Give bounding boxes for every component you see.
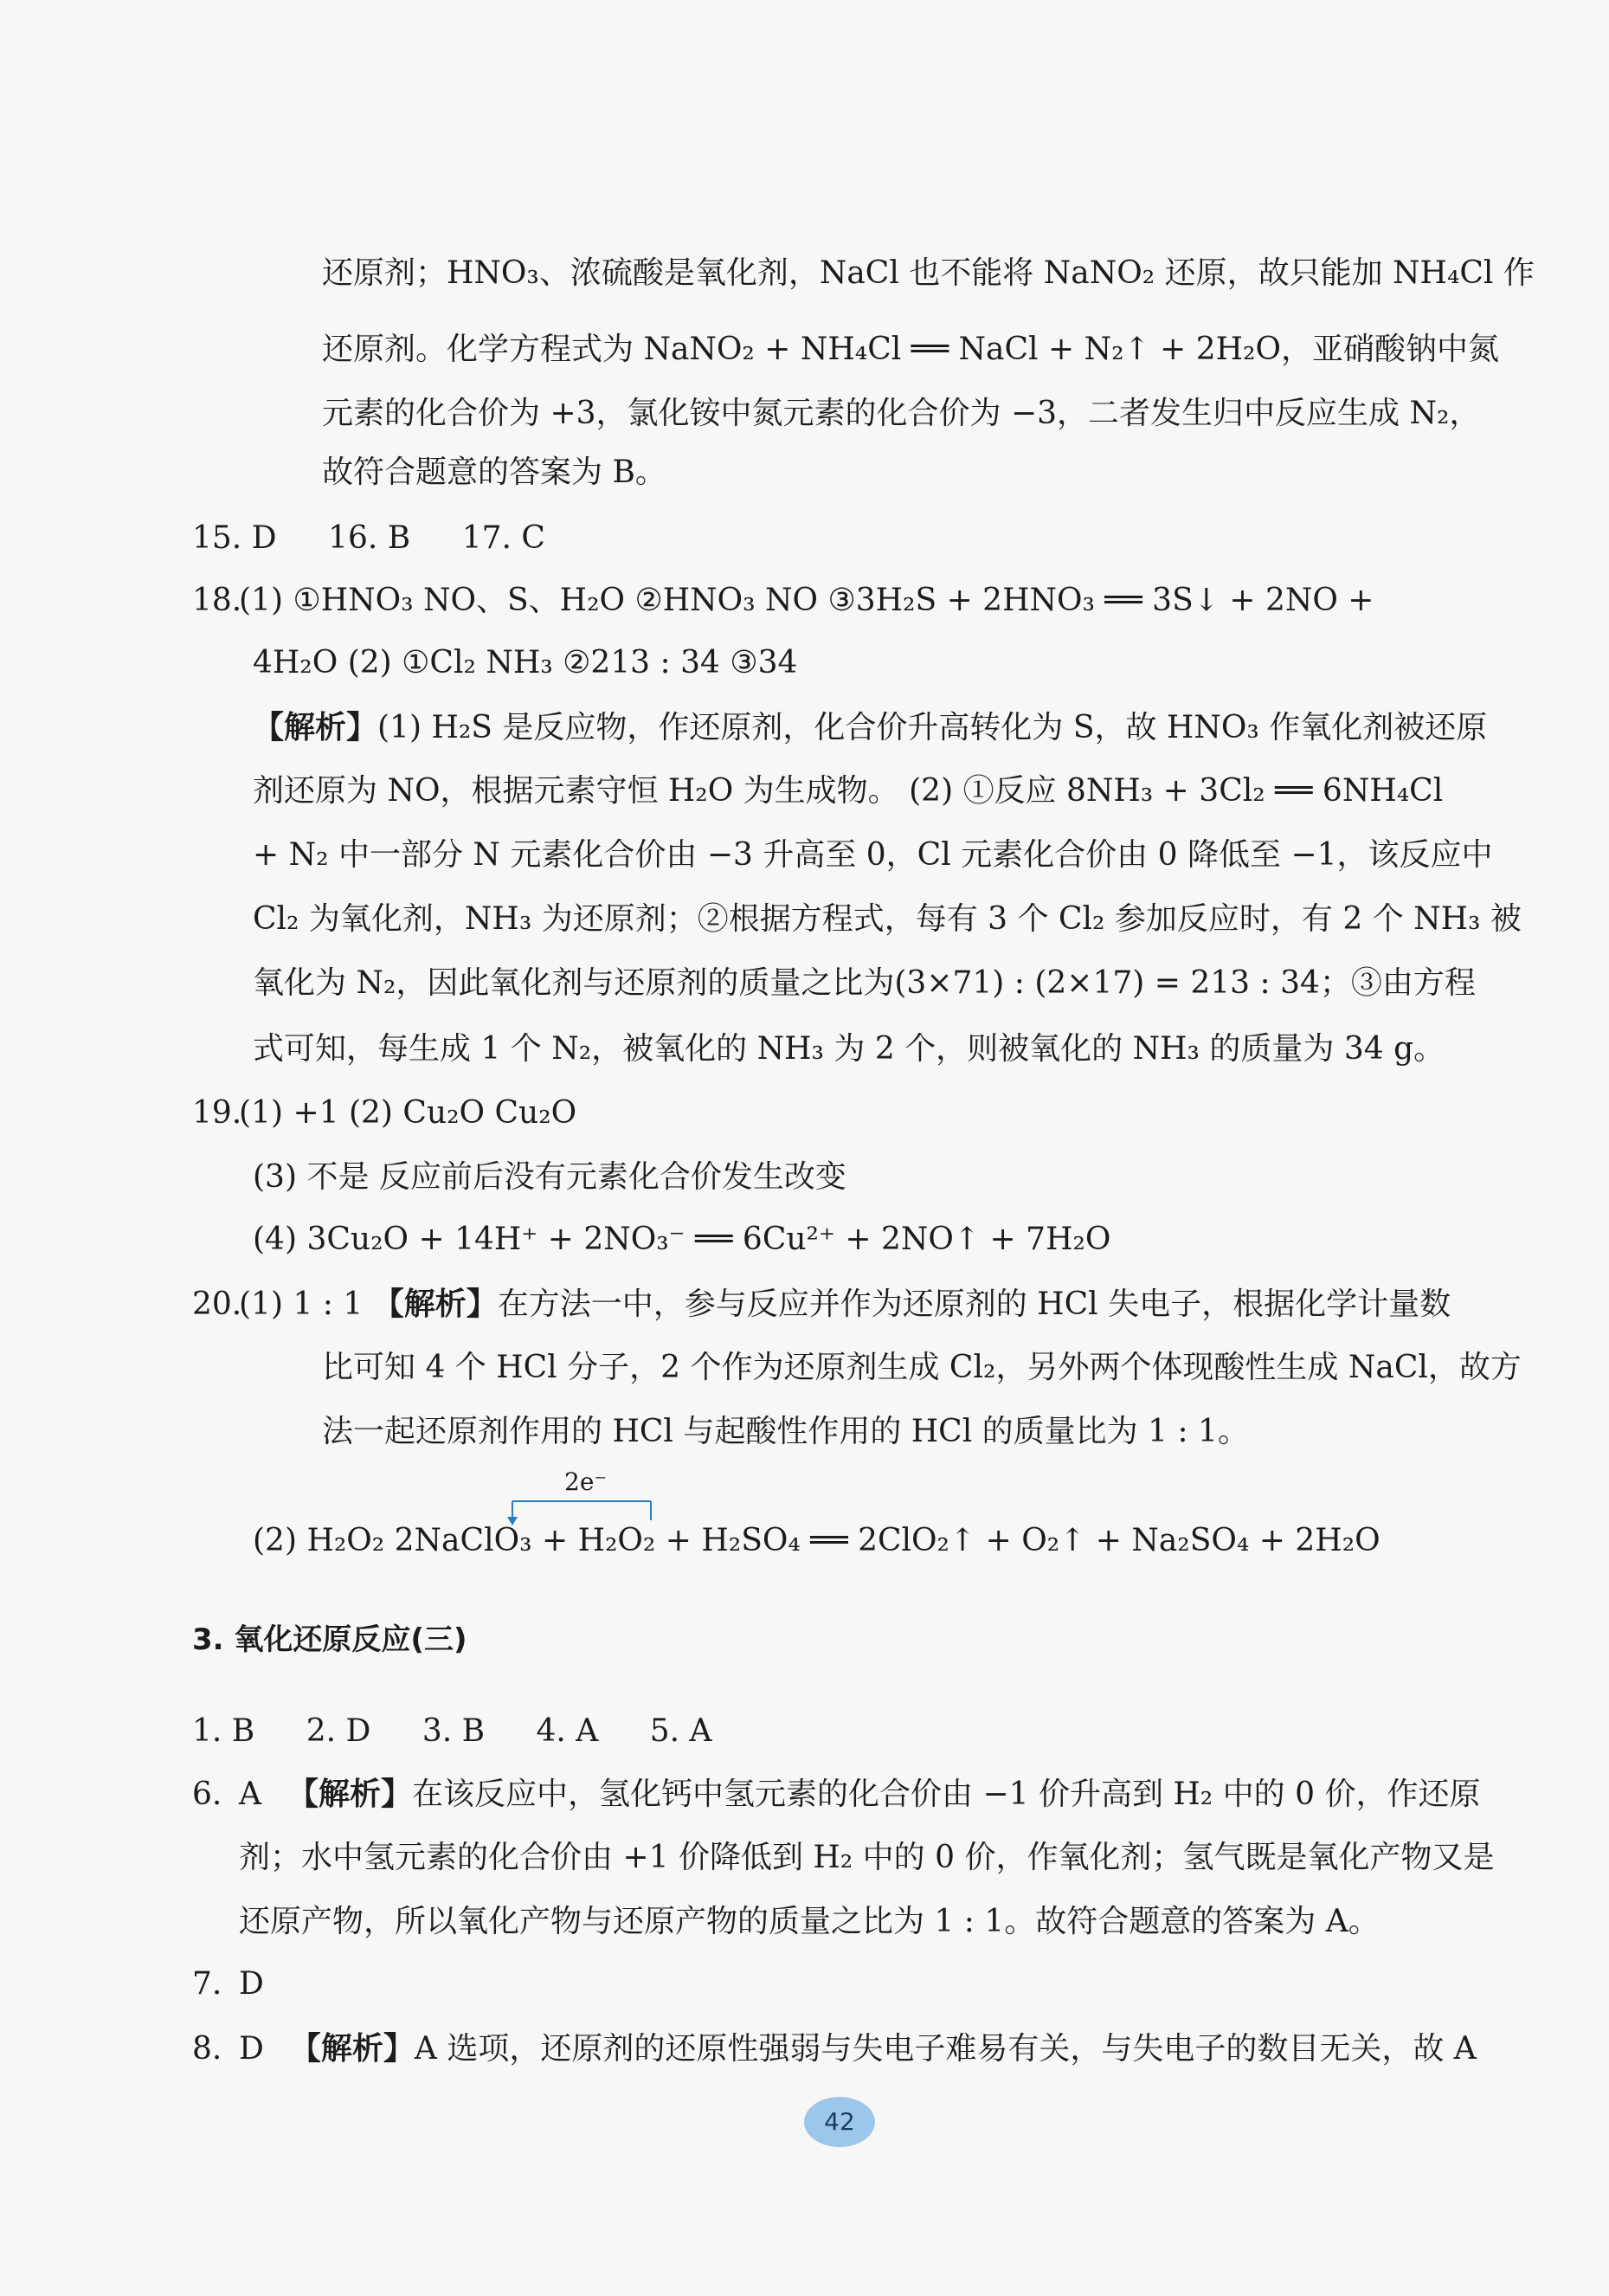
q20-analysis-text-1: 在方法一中，参与反应并作为还原剂的 HCl 失电子，根据化学计量数 (497, 1287, 1451, 1322)
section-3-title: 3. 氧化还原反应(三) (192, 1622, 467, 1657)
q18-analysis-line-2: 剂还原为 NO，根据元素守恒 H₂O 为生成物。 (2) ①反应 8NH₃ + 3Cl₂ ══ 6NH₄Cl (253, 773, 1444, 809)
s3-q8-text-1: A 选项，还原剂的还原性强弱与失电子难易有关，与失电子的数目无关，故 A (414, 2031, 1477, 2067)
s3-q8-number: 8. (192, 2031, 222, 2067)
q19-line-3: (4) 3Cu₂O + 14H⁺ + 2NO₃⁻ ══ 6Cu²⁺ + 2NO↑ + 7H₂O (253, 1222, 1111, 1257)
s3-q7-line (192, 1964, 264, 2005)
s3-q8-line-1 (192, 2028, 1477, 2070)
page-number: 42 (804, 2097, 875, 2147)
q18-analysis-text-1: (1) H₂S 是反应物，作还原剂，化合价升高转化为 S，故 HNO₃ 作氧化剂被还原 (377, 710, 1488, 745)
s3-q8-analysis-tag: 【解析】 (289, 2030, 415, 2067)
q17-answer: C (521, 520, 545, 556)
s3-q3: 3. B (422, 1713, 486, 1749)
q18-analysis-line-3: + N₂ 中一部分 N 元素化合价由 −3 升高至 0，Cl 元素化合价由 0 降低至 −1，该反应中 (253, 837, 1493, 873)
q20-line-1 (192, 1283, 1451, 1325)
q15-number: 15. (192, 520, 242, 556)
intro-line-3: 元素的化合价为 +3，氯化铵中氮元素的化合价为 −3，二者发生归中反应生成 N₂， (322, 396, 1481, 431)
q20-analysis-tag: 【解析】 (372, 1286, 498, 1322)
q20-answer-1: (1) 1 : 1 (239, 1287, 373, 1322)
q19-line-1 (192, 1093, 576, 1134)
electron-transfer-label: 2e⁻ (564, 1467, 608, 1496)
q20-line-2: 比可知 4 个 HCl 分子，2 个作为还原剂生成 Cl₂，另外两个体现酸性生成 NaCl，故方 (322, 1350, 1522, 1385)
s3-q5: 5. A (649, 1713, 712, 1749)
s3-q7-number: 7. (192, 1966, 222, 2002)
short-answers-15-17 (192, 518, 545, 559)
q15-answer: D (251, 520, 277, 556)
s3-q8-answer: D (239, 2031, 264, 2067)
q20-line-4: (2) H₂O₂ 2NaClO₃ + H₂O₂ + H₂SO₄ ══ 2ClO₂↑ + O₂↑ + Na₂SO₄ + 2H₂O (253, 1523, 1381, 1558)
q19-number: 19. (192, 1095, 242, 1131)
q20-line-3: 法一起还原剂作用的 HCl 与起酸性作用的 HCl 的质量比为 1 : 1。 (322, 1414, 1249, 1449)
q18-number: 18. (192, 583, 242, 618)
intro-line-2: 还原剂。化学方程式为 NaNO₂ + NH₄Cl ══ NaCl + N₂↑ + 2H₂O，亚硝酸钠中氮 (322, 332, 1499, 367)
q18-answer-text-1: (1) ①HNO₃ NO、S、H₂O ②HNO₃ NO ③3H₂S + 2HNO₃ ══ 3S↓ + 2NO + (239, 583, 1374, 618)
s3-q6-text-1: 在该反应中，氢化钙中氢元素的化合价由 −1 价升高到 H₂ 中的 0 价，作还原 (412, 1777, 1481, 1812)
q18-answer-line-1 (192, 580, 1374, 622)
s3-q6-line-1 (192, 1773, 1480, 1816)
q17-number: 17. (461, 520, 512, 556)
q18-analysis-line-1 (253, 706, 1487, 749)
s3-q2: 2. D (306, 1713, 371, 1749)
q16-answer: B (387, 520, 411, 556)
intro-line-1: 还原剂；HNO₃、浓硫酸是氧化剂，NaCl 也不能将 NaNO₂ 还原，故只能加 NH₄Cl 作 (322, 255, 1535, 291)
q16-number: 16. (328, 520, 378, 556)
intro-line-4: 故符合题意的答案为 B。 (322, 455, 666, 490)
s3-q6-analysis-tag: 【解析】 (287, 1776, 413, 1812)
s3-q7-answer: D (239, 1966, 264, 2002)
s3-q6-line-3: 还原产物，所以氧化产物与还原产物的质量之比为 1 : 1。故符合题意的答案为 A。 (239, 1904, 1380, 1939)
q18-analysis-line-5: 氧化为 N₂，因此氧化剂与还原剂的质量之比为(3×71) : (2×17) = 213 : 34；③由方程 (253, 965, 1476, 1001)
q20-number: 20. (192, 1287, 242, 1322)
q18-analysis-line-4: Cl₂ 为氧化剂，NH₃ 为还原剂；②根据方程式，每有 3 个 Cl₂ 参加反应时，有 2 个 NH₃ 被 (253, 901, 1522, 937)
s3-q6-answer: A (239, 1777, 261, 1812)
q18-answer-line-2: 4H₂O (2) ①Cl₂ NH₃ ②213 : 34 ③34 (253, 645, 798, 680)
s3-q6-number: 6. (192, 1777, 222, 1812)
q18-analysis-line-6: 式可知，每生成 1 个 N₂，被氧化的 NH₃ 为 2 个，则被氧化的 NH₃ 的质量为 34 g。 (253, 1031, 1445, 1067)
q19-line-2: (3) 不是 反应前后没有元素化合价发生改变 (253, 1159, 846, 1195)
s3-short-answers (192, 1711, 712, 1752)
q19-text-1: (1) +1 (2) Cu₂O Cu₂O (239, 1095, 577, 1131)
s3-q6-line-2: 剂；水中氢元素的化合价由 +1 价降低到 H₂ 中的 0 价，作氧化剂；氢气既是氧化产物又是 (239, 1840, 1495, 1875)
s3-q1: 1. B (192, 1713, 255, 1749)
s3-q4: 4. A (536, 1713, 599, 1749)
q18-analysis-tag: 【解析】 (253, 709, 378, 745)
